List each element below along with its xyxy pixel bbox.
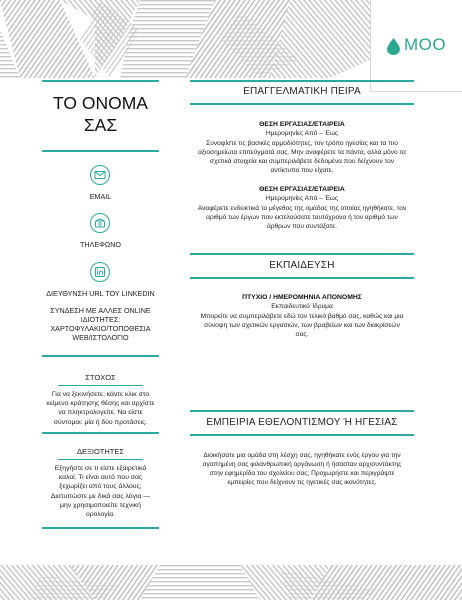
phone-label: ΤΗΛΕΦΩΝΟ xyxy=(79,240,122,249)
experience-title: ΕΠΑΓΓΕΛΜΑΤΙΚΗ ΠΕΙΡΑ xyxy=(243,86,361,97)
job-description: Συνοψίστε τις βασικές αρμοδιότητες, τον τρόπο ηγεσίας και τα πιο αξιοσημείωτα επιτεύγματά σας. Μην αναφέρετε τα πάντα, αλλά μόνο τα σχετικά στοιχεία και συμπεριλάβετε δεδομένα που δείχνουν τον αντίκτυπο που είχατε. xyxy=(198,140,406,174)
logo xyxy=(370,0,462,92)
institution: Εκπαιδευτικό Ίδρυμα xyxy=(271,303,333,310)
email-icon xyxy=(90,165,110,185)
job-dates: Ημερομηνίες Από – Έως xyxy=(265,195,339,202)
divider xyxy=(190,277,414,279)
logo-text: MOO xyxy=(404,35,447,54)
divider xyxy=(58,385,143,386)
divider xyxy=(190,410,414,412)
divider xyxy=(190,253,414,255)
job-dates: Ημερομηνίες Από – Έως xyxy=(265,130,339,137)
linkedin-label: ΔΙΕΥΘΥΝΣΗ URL ΤΟΥ LINKEDIN xyxy=(46,289,155,298)
education-title: ΕΚΠΑΙΔΕΥΣΗ xyxy=(269,260,335,271)
water-drop-icon xyxy=(387,38,400,55)
divider xyxy=(58,459,143,460)
volunteer-title: ΕΜΠΕΙΡΙΑ ΕΘΕΛΟΝΤΙΣΜΟΥ Ή ΗΓΕΣΙΑΣ xyxy=(206,417,398,428)
divider xyxy=(190,80,414,82)
job-description: Αναφέρετε ενδεικτικά το μέγεθος της ομάδας της οποίας ηγηθήκατε, τον αριθμό των έργων που εκτελούσατε ταυτόχρονα ή τον αριθμό των άρθρων που συντάξατε. xyxy=(197,205,407,230)
job-title: ΘΕΣΗ ΕΡΓΑΣΙΑΣ/ΕΤΑΙΡΕΙΑ xyxy=(259,186,345,193)
education-description: Μπορείτε να συμπεριλάβετε εδώ τον τελικό βαθμό σας, καθώς και μια σύνοψη των σχετικών εργασιών, των βραβείων και των διακρίσεών σας. xyxy=(200,313,404,338)
email-label: EMAIL xyxy=(89,192,112,201)
divider xyxy=(42,80,159,82)
divider xyxy=(42,432,159,434)
linkedin-icon xyxy=(90,262,110,282)
objective-heading: ΣΤΟΧΟΣ xyxy=(85,373,116,382)
divider xyxy=(42,527,159,529)
divider xyxy=(42,355,159,357)
objective-text: Για να ξεκινήσετε, κάντε κλικ στο κείμενο κράτησης θέσης και αρχίστε να πληκτρολογείτε. Να είστε σύντομοι: μία ή δύο προτάσεις. xyxy=(46,391,155,426)
decorative-pattern-bottom xyxy=(0,565,462,600)
job-title: ΘΕΣΗ ΕΡΓΑΣΙΑΣ/ΕΤΑΙΡΕΙΑ xyxy=(259,121,345,128)
skills-text: Εξηγήστε σε τι είστε εξαιρετικά καλοί. Τι είναι αυτό που σας ξεχωρίζει από τους άλλους; Διατυπώστε με δικά σας λόγια — μην χρησιμοποιείτε τεχνική ορολογία. xyxy=(50,465,151,519)
divider xyxy=(190,434,414,436)
divider xyxy=(190,103,414,105)
other-links: ΣΥΝΔΕΣΗ ΜΕ ΑΛΛΕΣ ONLINE ΙΔΙΟΤΗΤΕΣ: ΧΑΡΤΟΦΥΛΑΚΙΟ/ΤΟΠΟΘΕΣΙΑ WEB/ΙΣΤΟΛΟΓΙΟ xyxy=(50,306,151,342)
divider xyxy=(42,150,159,152)
resume-name: ΤΟ ΟΝΟΜΑ ΣΑΣ xyxy=(53,93,148,135)
volunteer-description: Διοικήσατε μια ομάδα στη λέσχη σας, ηγηθήκατε ενός έργου για την αγαπημένη σας φιλανθρωπική οργάνωση ή ήσασταν αρχισυντάκτης στην εφημερίδα του σχολείου σας; Προχωρήστε και περιγράψτε εμπειρίες που δείχνουν τις ηγετικές σας ικανότητες. xyxy=(202,452,402,486)
phone-icon xyxy=(90,213,110,233)
skills-heading: ΔΕΞΙΟΤΗΤΕΣ xyxy=(76,447,125,456)
degree-title: ΠΤΥΧΙΟ / ΗΜΕΡΟΜΗΝΙΑ ΑΠΟΝΟΜΗΣ xyxy=(242,294,362,301)
